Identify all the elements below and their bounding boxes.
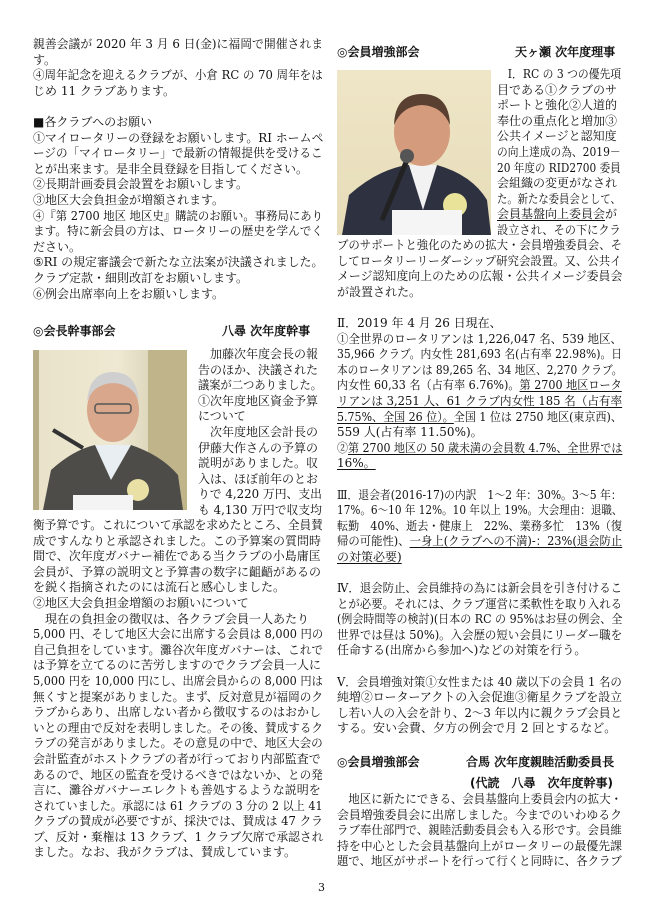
text-segment: Ⅰ．RC の 3 つの優先項 bbox=[497, 67, 622, 81]
text-segment: ラブからあり、出席しない者から徴収するのはおかし bbox=[33, 705, 322, 720]
text-segment: 5,000 円、そして地区大会に出席する会員は 8,000 円の bbox=[33, 627, 324, 642]
text-segment: 説明がありました。収 bbox=[198, 456, 319, 471]
text-segment: 全国 1 位は 2750 地区(東京西)、 bbox=[453, 409, 622, 424]
text-line bbox=[337, 441, 622, 457]
text-segment: 無くすと提案がありました。まず、反対意見が福岡のク bbox=[33, 689, 324, 704]
text-segment: とが必要。それには、クラブ運営に柔軟性を取り入れる bbox=[337, 596, 623, 611]
text-line bbox=[337, 254, 622, 270]
text-segment: 議案が二つありました。 bbox=[198, 378, 323, 393]
intro-text bbox=[33, 37, 339, 302]
text-segment: 559 人(占有率 11.50%)。 bbox=[337, 425, 483, 440]
text-segment: 20 年度の RID2700 委員 bbox=[497, 160, 621, 175]
text-segment: じめ 11 クラブあります。 bbox=[33, 83, 175, 98]
text-segment: 純増②ローターアクトの入会促進③衛星クラブを設立 bbox=[337, 690, 623, 705]
text-line bbox=[337, 792, 622, 808]
underlined-text: 5.75%、全国 26 位）。 bbox=[337, 409, 454, 424]
text-segment: 加藤次年度会長の報 bbox=[198, 347, 319, 361]
text-line bbox=[33, 627, 323, 643]
text-segment: ② bbox=[337, 440, 349, 455]
text-segment: 目である①クラブのサ bbox=[497, 82, 618, 97]
text-segment: 会員が、予算の説明文と予算書の数字に齟齬があるの bbox=[33, 564, 322, 579]
text-segment: 会計監査がホストクラブの者が行っており内部監査で bbox=[33, 751, 321, 766]
text-line bbox=[337, 238, 622, 254]
text-line bbox=[337, 628, 622, 644]
text-segment: Ⅳ．退会防止、会員維持の為には新会員を引き付けるこ bbox=[337, 581, 622, 596]
text-segment: 告のほか、決議された bbox=[198, 362, 319, 377]
text-segment: ③地区大会負担金が増額されます。 bbox=[33, 192, 225, 207]
text-line bbox=[497, 207, 617, 223]
text-line bbox=[337, 519, 622, 535]
text-segment: について bbox=[198, 409, 246, 424]
text-line bbox=[33, 690, 323, 706]
text-segment: されていました。承認には 61 クラブの 3 分の 2 以上 41 bbox=[33, 798, 323, 813]
text-segment: ②長期計画委員会設置をお願いします。 bbox=[33, 177, 249, 192]
text-line bbox=[337, 643, 586, 659]
text-segment: 17%。6～10 年 12%。10 年以上 19%。大会理由：退職、 bbox=[337, 503, 623, 518]
text-segment: も 4,130 万円で収支均 bbox=[198, 502, 322, 517]
text-line bbox=[33, 131, 323, 147]
text-line bbox=[33, 814, 323, 830]
page-number: 3 bbox=[318, 881, 325, 894]
section-author: 八尋 次年度幹事 bbox=[222, 324, 311, 338]
text-line bbox=[33, 68, 323, 84]
text-segment: が設置された。 bbox=[337, 284, 422, 299]
section-body-text bbox=[337, 792, 637, 870]
text-line bbox=[497, 145, 621, 161]
text-segment: クラブの賛成が必要ですが、採決では、賛成は 47 クラ bbox=[33, 814, 323, 829]
text-line bbox=[33, 799, 323, 815]
text-segment: ブ、反対・棄権は 13 クラブ、1 クラブ欠席で承認され bbox=[33, 829, 324, 844]
text-line bbox=[337, 550, 402, 566]
text-segment: 35,966 クラブ。内女性 281,693 名(占有率 22.98%)。日 bbox=[337, 347, 623, 362]
text-line bbox=[198, 347, 318, 363]
text-line bbox=[33, 736, 323, 752]
text-segment: 世界では昼は 50%)。入会歴の短い会員にリーダー職を bbox=[337, 627, 623, 642]
text-line bbox=[198, 487, 322, 503]
text-segment: 現在の負担金の徴収は、各クラブ会員一人あたり bbox=[33, 611, 310, 626]
text-segment: ラブの発言がありました。その意見の中で、地区大会の bbox=[33, 736, 323, 751]
text-line bbox=[337, 854, 622, 870]
text-line bbox=[33, 193, 224, 209]
text-line bbox=[497, 176, 617, 192]
text-line bbox=[33, 240, 81, 256]
text-segment: ージの「マイロータリー」で最新の情報提供を受けるこ bbox=[33, 146, 323, 161]
text-line bbox=[337, 394, 622, 410]
text-line bbox=[33, 643, 323, 659]
text-line bbox=[33, 84, 175, 100]
text-segment: (例会時間等の検討)(日本の RC の 95%はお昼の例会、全 bbox=[337, 612, 623, 627]
section-author: 天ヶ瀬 次年度理事 bbox=[515, 45, 616, 59]
text-segment: りで 4,220 万円、支出 bbox=[198, 487, 322, 502]
text-segment: す。 bbox=[33, 52, 57, 67]
underlined-text: 会員基盤向上委員会 bbox=[497, 207, 606, 222]
text-line bbox=[497, 129, 617, 145]
speaker-photo bbox=[33, 350, 187, 510]
text-segment: ⑥例会出席率向上をお願いします。 bbox=[33, 286, 225, 301]
text-line bbox=[198, 425, 318, 441]
text-segment: Ⅲ．退会者(2016-17)の内訳 1～2 年：30%。3～5 年： bbox=[337, 487, 622, 502]
text-line bbox=[337, 721, 616, 737]
text-line bbox=[33, 845, 296, 861]
text-segment: は予算を立てるのに苦労しますのでクラブ会員一人に bbox=[33, 658, 322, 673]
text-line bbox=[198, 394, 318, 410]
text-line bbox=[33, 721, 323, 737]
text-segment: 奉仕の重点化と増加③ bbox=[497, 113, 618, 128]
underlined-text: 16%。 bbox=[337, 456, 376, 471]
text-segment: してロータリーリーダーシップ研究会設置。又、公共イ bbox=[337, 253, 622, 268]
text-line bbox=[337, 285, 421, 301]
text-line bbox=[33, 830, 323, 846]
text-line bbox=[198, 456, 318, 472]
text-line bbox=[33, 768, 323, 784]
text-line bbox=[497, 161, 621, 177]
text-segment: ④『第 2700 地区 地区史』購読のお願い。事務局にあり bbox=[33, 208, 323, 223]
underlined-text: 第 2700 地区ロータ bbox=[519, 378, 622, 393]
text-segment: 自己負担をしています。灘谷次年度ガバナーは、これで bbox=[33, 642, 324, 657]
text-line bbox=[33, 658, 321, 674]
text-line bbox=[337, 534, 622, 550]
text-line bbox=[497, 83, 617, 99]
text-segment: が bbox=[605, 207, 618, 222]
text-segment: 次年度地区会計長の bbox=[198, 424, 319, 439]
text-line bbox=[33, 565, 321, 581]
underlined-text: リアンは 3,251 人、61 クラブ内女性 185 名（占有率 bbox=[337, 393, 623, 408]
text-segment: 持を中心とした会員基盤向上がロータリーの最優先課 bbox=[337, 838, 623, 853]
text-segment: を鋭く指摘されたのには流石と感心しました。 bbox=[33, 580, 286, 595]
text-line bbox=[198, 409, 246, 425]
section-side-text bbox=[497, 67, 641, 239]
text-line bbox=[337, 612, 622, 628]
text-line bbox=[33, 549, 321, 565]
section-body-text bbox=[33, 518, 346, 861]
text-line bbox=[33, 518, 323, 534]
section-body-text bbox=[337, 238, 645, 737]
text-line bbox=[337, 456, 376, 472]
text-segment: ①次年度地区資金予算 bbox=[198, 393, 319, 408]
text-line bbox=[337, 316, 502, 332]
text-segment: ■各クラブへのお願い bbox=[33, 114, 153, 129]
proxy-reader: (代読 八尋 次年度幹事) bbox=[470, 776, 613, 790]
text-line bbox=[337, 378, 622, 394]
text-line bbox=[337, 690, 622, 706]
text-segment: 会員増強委員会に出席しました。今までのいわゆるク bbox=[337, 807, 623, 822]
text-segment: ブのサポートと強化のための拡大・会員増強委員会、そ bbox=[337, 238, 623, 252]
text-line bbox=[337, 332, 622, 348]
text-line bbox=[337, 363, 622, 379]
speaker-photo bbox=[337, 70, 491, 235]
text-segment: ました。なお、我がクラブは、賛成しています。 bbox=[33, 845, 297, 860]
text-line bbox=[337, 706, 622, 722]
text-line bbox=[33, 224, 323, 240]
text-line bbox=[33, 596, 249, 612]
text-segment: 任命する(出席から参加へ)などの対策を行う。 bbox=[337, 643, 587, 658]
text-segment: する。安い会費、夕方の例会で月 2 回とするなど。 bbox=[337, 721, 617, 736]
text-segment: Ⅱ．2019 年 4 月 26 日現在、 bbox=[337, 315, 502, 330]
underlined-text: 一身上(クラブへの不満)-：23%(退会防止 bbox=[409, 534, 623, 549]
text-segment: ださい。 bbox=[33, 239, 82, 254]
text-segment: ⑤RI の規定審議会で新たな立法案が決議されました。 bbox=[33, 255, 324, 270]
text-line bbox=[33, 53, 56, 69]
text-line bbox=[198, 503, 322, 519]
text-line bbox=[33, 705, 321, 721]
text-segment: た。新たな委員会として、 bbox=[497, 191, 621, 206]
text-line bbox=[33, 674, 323, 690]
section-side-text bbox=[198, 347, 330, 519]
section-title: ◎会員増強部会 bbox=[337, 45, 420, 59]
text-segment: 成ですんなりと承認されました。この予算案の質問時 bbox=[33, 533, 322, 548]
text-segment: メージ認知度向上のための広報・公共イメージ委員会 bbox=[337, 269, 623, 284]
text-segment: ポートと強化②人道的 bbox=[497, 98, 618, 113]
text-line bbox=[33, 255, 323, 271]
text-line bbox=[33, 612, 309, 628]
text-segment: 親善会議が 2020 年 3 月 6 日(金)に福岡で開催されま bbox=[33, 37, 324, 51]
underlined-text: の対策必要) bbox=[337, 549, 402, 564]
text-line bbox=[337, 581, 622, 597]
text-segment: 帰の可能性)、 bbox=[337, 534, 410, 549]
underlined-text: 第 2700 地区の 50 歳未満の会員数 4.7%、全世界では bbox=[348, 440, 623, 455]
text-line bbox=[33, 146, 323, 162]
text-line bbox=[497, 192, 621, 208]
text-line bbox=[337, 808, 622, 824]
text-line bbox=[337, 488, 622, 504]
text-line bbox=[337, 839, 622, 855]
section-author: 合馬 次年度親睦活動委員長 bbox=[466, 755, 615, 769]
text-segment: 本のロータリアンは 89,265 名、34 地区、2,270 クラブ。 bbox=[337, 362, 623, 377]
text-segment: 言に、灘谷ガバナーエレクトも善処するような説明を bbox=[33, 783, 321, 798]
text-segment: 入は、ほぼ前年のとお bbox=[198, 471, 319, 486]
text-segment: 伊藤大作さんの予算の bbox=[198, 440, 319, 455]
text-line bbox=[33, 115, 152, 131]
text-segment: 転勤 40%、逝去・健康上 22%、業務多忙 13%（復 bbox=[337, 518, 623, 533]
text-segment: ます。特に新会員の方は、ロータリーの歴史を学んでく bbox=[33, 224, 324, 239]
text-line bbox=[337, 823, 622, 839]
text-line bbox=[33, 783, 321, 799]
text-segment: いとの理由で反対を表明しました。その後、賛成するク bbox=[33, 720, 324, 735]
text-segment: あるので、地区の監査を受けるべきではないか、との発 bbox=[33, 767, 323, 782]
text-line bbox=[337, 410, 622, 426]
text-line bbox=[33, 37, 323, 53]
section-title: ◎会長幹事部会 bbox=[33, 324, 116, 338]
text-line bbox=[33, 271, 248, 287]
text-line bbox=[497, 223, 621, 239]
text-segment: 内女性 60,33 名（占有率 6.76%)。 bbox=[337, 378, 520, 393]
text-segment: 公共イメージと認知度 bbox=[497, 129, 617, 144]
text-segment: 地区に新たにできる、会員基盤向上委員会内の拡大・ bbox=[337, 792, 623, 806]
text-segment: 5,000 円を 10,000 円にし、出席会員からの 8,000 円は bbox=[33, 673, 323, 688]
text-line bbox=[33, 177, 248, 193]
text-segment: し若い人の入会を計り、2～3 年以内に親クラブ会員と bbox=[337, 705, 623, 720]
text-segment: ①全世界のロータリアンは 1,226,047 名、539 地区、 bbox=[337, 331, 622, 346]
text-line bbox=[33, 534, 321, 550]
text-line bbox=[497, 98, 617, 114]
text-line bbox=[337, 597, 622, 613]
text-segment: ④周年記念を迎えるクラブが、小倉 RC の 70 周年をは bbox=[33, 68, 323, 83]
text-segment: Ⅴ．会員増強対策①女性または 40 歳以下の会員 1 名の bbox=[337, 674, 622, 689]
text-line bbox=[337, 675, 622, 691]
text-segment: とが出来ます。是非全員登録を目指してください。 bbox=[33, 161, 309, 176]
text-segment: 間で、次年度ガバナー補佐である当クラブの小島庸匡 bbox=[33, 549, 321, 564]
text-segment: 設立され、その下にクラ bbox=[497, 222, 621, 237]
text-line bbox=[198, 378, 322, 394]
text-segment: ②地区大会負担金増額のお願いについて bbox=[33, 595, 249, 610]
text-segment: 題で、地区がサポートを行って行くと同時に、各クラブ bbox=[337, 854, 622, 869]
text-line bbox=[33, 209, 323, 225]
text-line bbox=[198, 472, 318, 488]
text-line bbox=[33, 580, 285, 596]
text-line bbox=[337, 503, 622, 519]
text-segment: ラブ奉仕部門で、親睦活動委員会も入る形です。会員維 bbox=[337, 823, 622, 838]
text-line bbox=[337, 269, 622, 285]
text-line bbox=[33, 287, 224, 303]
text-line bbox=[198, 363, 318, 379]
text-segment: クラブ定款・細則改訂をお願いします。 bbox=[33, 270, 249, 285]
section-title: ◎会員増強部会 bbox=[337, 755, 420, 769]
text-line bbox=[33, 162, 308, 178]
text-line bbox=[497, 114, 617, 130]
text-line bbox=[337, 425, 483, 441]
text-segment: ①マイロータリーの登録をお願いします。RI ホームペ bbox=[33, 130, 324, 145]
text-segment: 衡予算です。これについて承認を求めたところ、全員賛 bbox=[33, 518, 323, 532]
text-line bbox=[497, 67, 621, 83]
text-line bbox=[198, 441, 318, 457]
text-line bbox=[337, 347, 622, 363]
text-segment: 会組織の変更がなされ bbox=[497, 176, 618, 191]
text-segment: の向上達成の為、2019－ bbox=[497, 144, 621, 159]
text-line bbox=[33, 752, 321, 768]
